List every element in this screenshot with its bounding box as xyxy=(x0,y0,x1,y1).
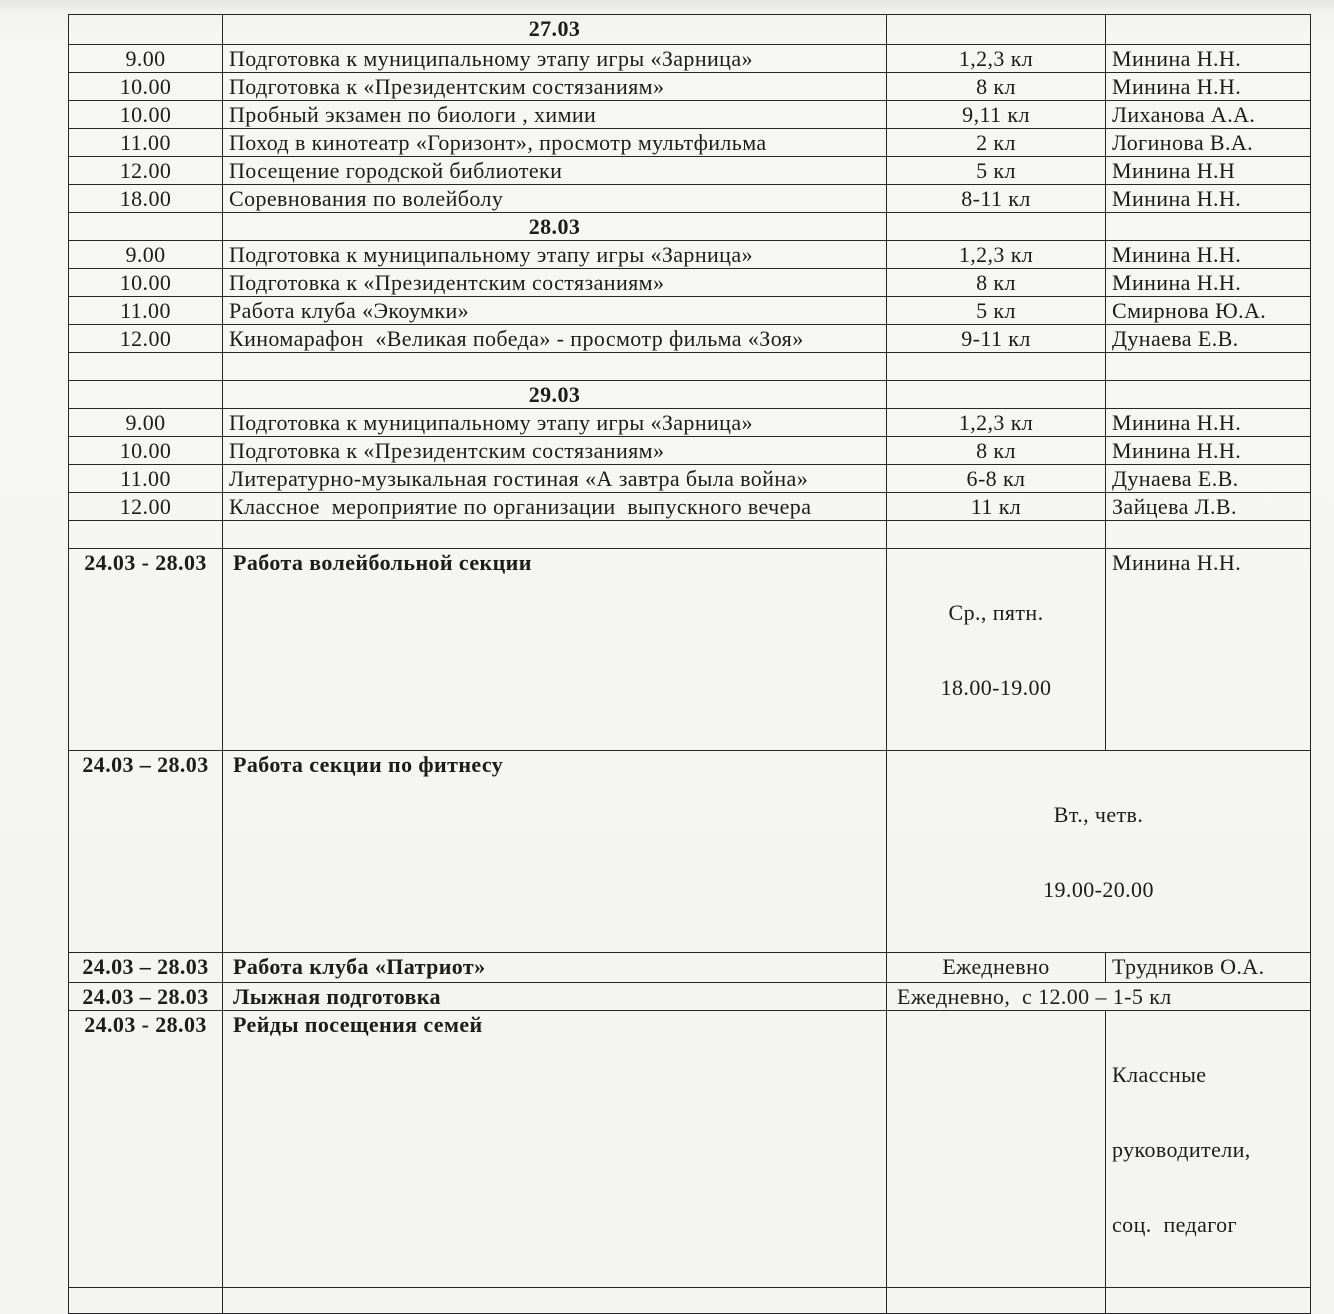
class-cell: 8-11 кл xyxy=(887,185,1106,213)
event-cell: Подготовка к «Президентским состязаниям» xyxy=(223,73,887,101)
event-row xyxy=(69,241,1311,269)
time-cell: 18.00 xyxy=(69,185,223,213)
weekly-row xyxy=(69,549,1311,751)
empty-row xyxy=(69,1288,1311,1314)
event-cell: Литературно-музыкальная гостиная «А завтра была война» xyxy=(223,465,887,493)
weekly-row xyxy=(69,751,1311,953)
responsible-cell xyxy=(1106,1011,1311,1288)
schedule-cell: Ежедневно, с 12.00 – 1-5 кл xyxy=(887,983,1311,1011)
responsible-cell: Минина Н.Н. xyxy=(1106,45,1311,73)
date-row xyxy=(69,15,1311,45)
event-cell: Пробный экзамен по биологи , химии xyxy=(223,101,887,129)
event-row xyxy=(69,269,1311,297)
time-cell: 11.00 xyxy=(69,297,223,325)
event-row xyxy=(69,45,1311,73)
event-cell: Подготовка к муниципальному этапу игры «Зарница» xyxy=(223,241,887,269)
time-cell: 12.00 xyxy=(69,157,223,185)
schedule-cell xyxy=(887,1011,1106,1288)
event-cell: Подготовка к «Президентским состязаниям» xyxy=(223,269,887,297)
responsible-cell xyxy=(1106,15,1311,45)
date-heading: 28.03 xyxy=(223,213,887,241)
class-cell: 1,2,3 кл xyxy=(887,241,1106,269)
responsible-line: руководители, xyxy=(1112,1137,1251,1162)
event-cell: Классное мероприятие по организации выпускного вечера xyxy=(223,493,887,521)
responsible-cell xyxy=(1106,381,1311,409)
time-cell xyxy=(69,521,223,549)
class-cell: 5 кл xyxy=(887,297,1106,325)
time-cell: 12.00 xyxy=(69,325,223,353)
schedule-line: 18.00-19.00 xyxy=(940,675,1052,700)
time-cell: 10.00 xyxy=(69,437,223,465)
period-cell: 24.03 – 28.03 xyxy=(69,751,223,953)
event-row xyxy=(69,409,1311,437)
schedule-table xyxy=(68,14,1311,1314)
time-cell: 9.00 xyxy=(69,409,223,437)
event-cell: Соревнования по волейболу xyxy=(223,185,887,213)
time-cell: 11.00 xyxy=(69,129,223,157)
event-cell xyxy=(223,353,887,381)
class-cell: 11 кл xyxy=(887,493,1106,521)
schedule-line: 19.00-20.00 xyxy=(1043,877,1154,902)
time-cell xyxy=(69,213,223,241)
class-cell xyxy=(887,213,1106,241)
event-cell: Подготовка к муниципальному этапу игры «Зарница» xyxy=(223,45,887,73)
event-cell: Работа клуба «Экоумки» xyxy=(223,297,887,325)
event-row xyxy=(69,157,1311,185)
time-cell: 10.00 xyxy=(69,73,223,101)
event-cell: Работа волейбольной секции xyxy=(223,549,887,751)
class-cell: 8 кл xyxy=(887,437,1106,465)
weekly-row xyxy=(69,983,1311,1011)
period-cell: 24.03 - 28.03 xyxy=(69,1011,223,1288)
event-cell: Посещение городской библиотеки xyxy=(223,157,887,185)
date-row xyxy=(69,213,1311,241)
responsible-cell: Логинова В.А. xyxy=(1106,129,1311,157)
responsible-cell: Минина Н.Н. xyxy=(1106,73,1311,101)
event-cell: Подготовка к «Президентским состязаниям» xyxy=(223,437,887,465)
time-cell: 9.00 xyxy=(69,45,223,73)
time-cell: 12.00 xyxy=(69,493,223,521)
responsible-cell: Дунаева Е.В. xyxy=(1106,465,1311,493)
responsible-cell: Минина Н.Н. xyxy=(1106,269,1311,297)
event-row xyxy=(69,493,1311,521)
event-row xyxy=(69,465,1311,493)
time-cell: 10.00 xyxy=(69,101,223,129)
event-row xyxy=(69,185,1311,213)
responsible-cell xyxy=(1106,521,1311,549)
event-cell xyxy=(223,1288,887,1314)
event-row xyxy=(69,437,1311,465)
event-row xyxy=(69,129,1311,157)
responsible-cell: Лиханова А.А. xyxy=(1106,101,1311,129)
class-cell: 8 кл xyxy=(887,73,1106,101)
class-cell xyxy=(887,353,1106,381)
event-cell: Киномарафон «Великая победа» - просмотр фильма «Зоя» xyxy=(223,325,887,353)
responsible-line: Классные xyxy=(1112,1062,1207,1087)
responsible-cell xyxy=(1106,1288,1311,1314)
class-cell xyxy=(887,381,1106,409)
event-cell: Лыжная подготовка xyxy=(223,983,887,1011)
responsible-cell: Минина Н.Н. xyxy=(1106,185,1311,213)
event-cell: Рейды посещения семей xyxy=(223,1011,887,1288)
date-heading: 29.03 xyxy=(223,381,887,409)
responsible-cell: Зайцева Л.В. xyxy=(1106,493,1311,521)
weekly-row xyxy=(69,1011,1311,1288)
class-cell xyxy=(887,521,1106,549)
responsible-cell: Минина Н.Н. xyxy=(1106,549,1311,751)
class-cell xyxy=(887,15,1106,45)
time-cell: 11.00 xyxy=(69,465,223,493)
responsible-cell: Минина Н.Н. xyxy=(1106,241,1311,269)
responsible-cell xyxy=(1106,353,1311,381)
empty-row xyxy=(69,353,1311,381)
time-cell: 9.00 xyxy=(69,241,223,269)
class-cell xyxy=(887,1288,1106,1314)
event-cell: Работа секции по фитнесу xyxy=(223,751,887,953)
event-row xyxy=(69,101,1311,129)
schedule-line: Вт., четв. xyxy=(1053,802,1144,827)
time-cell xyxy=(69,1288,223,1314)
event-row xyxy=(69,297,1311,325)
event-cell xyxy=(223,521,887,549)
time-cell xyxy=(69,381,223,409)
period-cell: 24.03 – 28.03 xyxy=(69,983,223,1011)
class-cell: 1,2,3 кл xyxy=(887,409,1106,437)
responsible-cell: Минина Н.Н xyxy=(1106,157,1311,185)
event-row xyxy=(69,73,1311,101)
responsible-cell: Трудников О.А. xyxy=(1106,953,1311,983)
event-cell: Подготовка к муниципальному этапу игры «Зарница» xyxy=(223,409,887,437)
schedule-cell xyxy=(887,751,1311,953)
time-cell xyxy=(69,353,223,381)
period-cell: 24.03 – 28.03 xyxy=(69,953,223,983)
time-cell xyxy=(69,15,223,45)
class-cell: 2 кл xyxy=(887,129,1106,157)
date-heading: 27.03 xyxy=(223,15,887,45)
responsible-line: соц. педагог xyxy=(1112,1212,1237,1237)
class-cell: 9-11 кл xyxy=(887,325,1106,353)
responsible-cell: Минина Н.Н. xyxy=(1106,409,1311,437)
event-row xyxy=(69,325,1311,353)
empty-row xyxy=(69,521,1311,549)
responsible-cell: Дунаева Е.В. xyxy=(1106,325,1311,353)
date-row xyxy=(69,381,1311,409)
schedule-cell: Ежедневно xyxy=(887,953,1106,983)
time-cell: 10.00 xyxy=(69,269,223,297)
schedule-line: Ср., пятн. xyxy=(948,600,1044,625)
period-cell: 24.03 - 28.03 xyxy=(69,549,223,751)
schedule-cell xyxy=(887,549,1106,751)
class-cell: 5 кл xyxy=(887,157,1106,185)
event-cell: Поход в кинотеатр «Горизонт», просмотр мультфильма xyxy=(223,129,887,157)
class-cell: 8 кл xyxy=(887,269,1106,297)
class-cell: 1,2,3 кл xyxy=(887,45,1106,73)
class-cell: 6-8 кл xyxy=(887,465,1106,493)
weekly-row xyxy=(69,953,1311,983)
responsible-cell: Смирнова Ю.А. xyxy=(1106,297,1311,325)
event-cell: Работа клуба «Патриот» xyxy=(223,953,887,983)
responsible-cell xyxy=(1106,213,1311,241)
class-cell: 9,11 кл xyxy=(887,101,1106,129)
responsible-cell: Минина Н.Н. xyxy=(1106,437,1311,465)
